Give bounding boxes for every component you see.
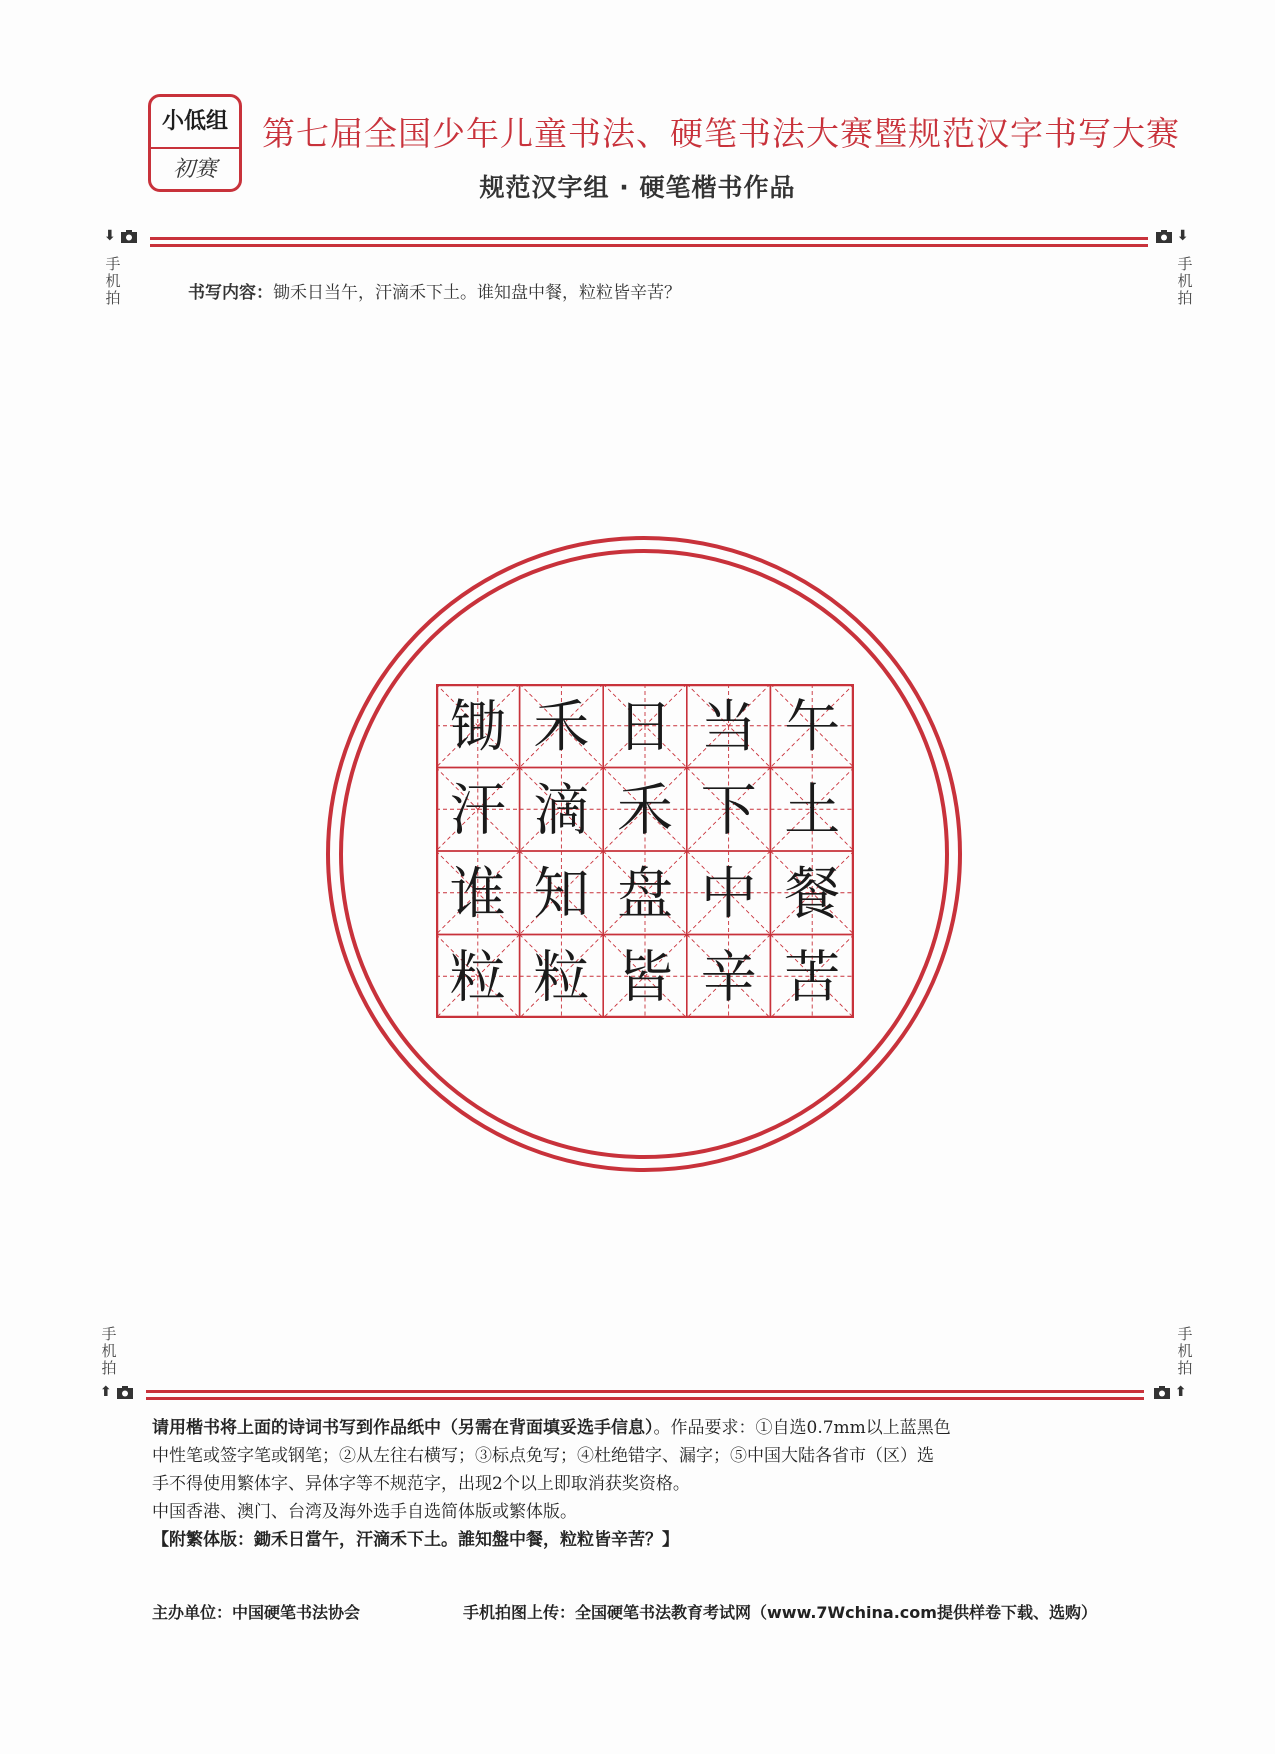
grid-cell [687,684,771,768]
grid-cell [687,768,771,852]
grid-cell [436,851,520,935]
grid-cell [436,768,520,852]
grid-character: 粒 [449,945,506,1011]
bottom-red-rule [146,1390,1144,1400]
grid-character: 当 [700,694,757,760]
grid-cell [520,851,604,935]
grid-character: 盘 [617,861,673,927]
grid-cell [436,684,520,768]
grid-character: 汗 [449,778,506,844]
camera-icon [1154,1386,1170,1399]
instruction-line-2: 中性笔或签字笔或钢笔；②从左往右横写；③标点免写；④杜绝错字、漏字；⑤中国大陆各省市（区）选 [152,1446,934,1466]
writing-content-label: 书写内容： [188,283,273,303]
phone-shot-label-top-right: 手机拍 [1177,255,1193,307]
phone-shot-label-top-left: 手机拍 [105,255,121,307]
top-left-marker [104,228,137,244]
grid-character: 禾 [617,778,673,844]
camera-icon [121,230,137,243]
bottom-left-marker [100,1384,133,1400]
phone-shot-label-bottom-right: 手机拍 [1177,1325,1193,1377]
instruction-line-3: 手不得使用繁体字、异体字等不规范字，出现2个以上即取消获奖资格。 [152,1474,690,1494]
instruction-line-1 [152,1414,1142,1442]
page-title: 第七届全国少年儿童书法、硬笔书法大赛暨规范汉字书写大赛 [262,114,1180,153]
page-subtitle: 规范汉字组 · 硬笔楷书作品 [479,173,796,202]
writing-grid [436,684,854,1018]
instruction-line-1-bold: 请用楷书将上面的诗词书写到作品纸中（另需在背面填妥选手信息） [152,1418,654,1438]
grid-cell [520,768,604,852]
arrow-down-icon: ⬇ [104,228,116,244]
top-right-marker [1156,228,1189,244]
grid-cell [603,768,687,852]
arrow-up-icon: ⬆ [100,1384,112,1400]
grid-character: 滴 [533,778,590,844]
camera-icon [117,1386,133,1399]
instruction-line-1-rest: 。作品要求：①自选0.7mm以上蓝黑色 [653,1418,951,1438]
grid-cell [770,851,854,935]
top-red-rule [150,237,1148,247]
grid-character: 苦 [784,945,841,1011]
grid-cell [770,768,854,852]
grid-character: 锄 [449,694,506,760]
bottom-right-marker [1154,1384,1187,1400]
grid-character: 午 [784,694,841,760]
grid-character: 粒 [533,945,590,1011]
grid-cell [603,935,687,1019]
organizer: 主办单位：中国硬笔书法协会 [152,1603,361,1622]
grid-character: 禾 [533,694,590,760]
grid-cell [603,684,687,768]
group-label: 小低组 [151,97,239,149]
writing-content-text: 锄禾日当午，汗滴禾下土。谁知盘中餐，粒粒皆辛苦？ [273,283,681,303]
grid-character: 土 [784,778,841,844]
phone-shot-label-bottom-left: 手机拍 [101,1325,117,1377]
upload-info: 手机拍图上传：全国硬笔书法教育考试网（www.7Wchina.com提供样卷下载、选购） [463,1603,1097,1622]
grid-character: 日 [617,694,673,760]
writing-content [188,278,681,303]
grid-cell [520,935,604,1019]
grid-cell [687,851,771,935]
grid-character: 辛 [700,945,757,1011]
grid-character: 下 [700,778,757,844]
grid-cell [687,935,771,1019]
grid-cell [770,684,854,768]
grid-character: 中 [700,861,757,927]
grid-character: 知 [533,861,590,927]
grid-cell [770,935,854,1019]
grid-character: 餐 [784,861,841,927]
grid-character: 皆 [617,945,673,1011]
arrow-up-icon: ⬆ [1174,1384,1187,1400]
arrow-down-icon: ⬇ [1176,228,1189,244]
grid-cell [436,935,520,1019]
grid-cell [603,851,687,935]
traditional-version: 【附繁体版：鋤禾日當午，汗滴禾下土。誰知盤中餐，粒粒皆辛苦？】 [152,1530,679,1550]
instruction-line-4: 中国香港、澳门、台湾及海外选手自选简体版或繁体版。 [152,1502,577,1522]
grid-character: 谁 [449,861,506,927]
camera-icon [1156,230,1172,243]
grid-cell [520,684,604,768]
stage-label: 初赛 [172,157,217,182]
instructions [152,1414,1142,1554]
